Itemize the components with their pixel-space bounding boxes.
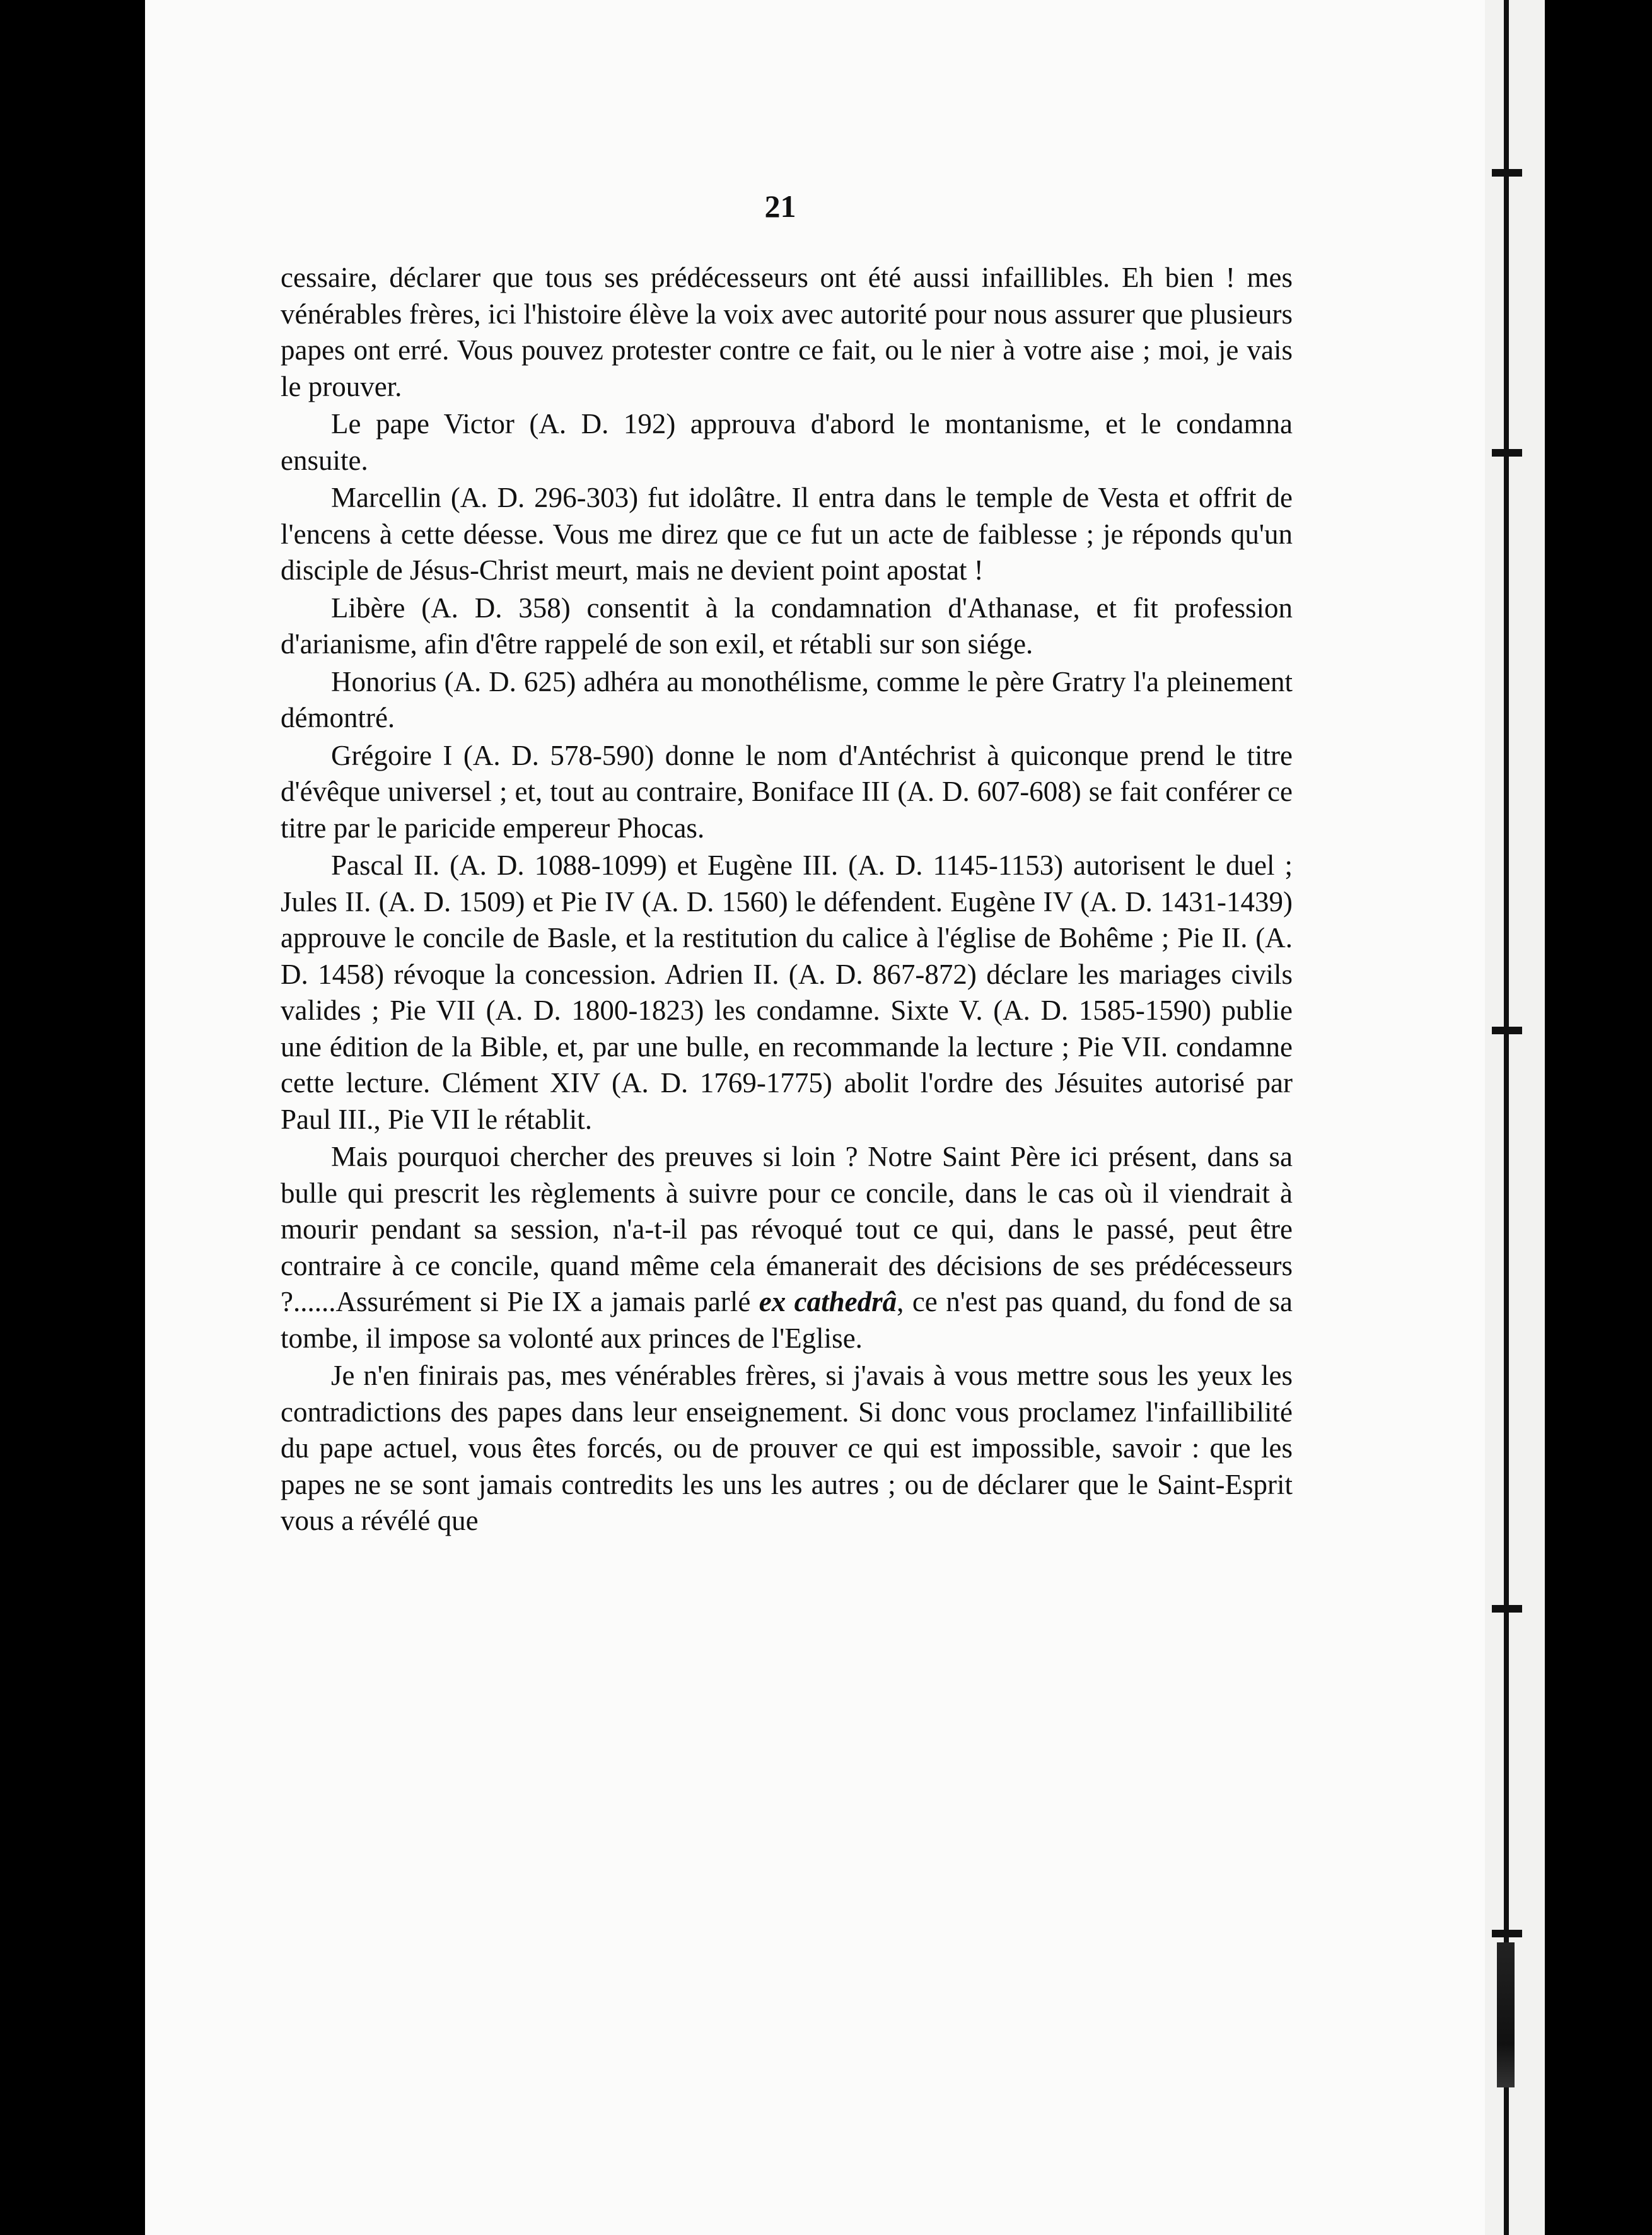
paragraph: Honorius (A. D. 625) adhéra au monothélisme, comme le père Gratry l'a pleinement démontré. (281, 665, 1293, 733)
paragraph: Marcellin (A. D. 296-303) fut idolâtre. Il entra dans le temple de Vesta et offrit de l'encens à cette déesse. Vous me direz que ce fut un acte de faiblesse ; je réponds qu'un disciple de Jésus-Christ meurt, mais ne devient point apostat ! (281, 482, 1293, 586)
paragraph-text: , ce n'est pas quand, du fond de sa tombe, il impose sa volonté aux princes de l'Eglise. (281, 1286, 1293, 1354)
binding-stitch (1492, 1605, 1522, 1613)
paragraph: Le pape Victor (A. D. 192) approuva d'abord le montanisme, et le condamna ensuite. (281, 408, 1293, 476)
binding-stitch (1492, 1930, 1522, 1937)
paragraph-text: Mais pourquoi chercher des preuves si loin ? Notre Saint Père ici présent, dans sa bulle qui prescrit les règlements à suivre pour ce concile, dans le cas où il viendrait à mourir pendant sa session, n'a-t-il pas révoqué tout ce qui, dans le passé, peut être contraire à ce concile, quand même cela émanerait des décisions de ses prédécesseurs ?......Assurément si Pie IX a jamais parlé (281, 1141, 1293, 1317)
paragraph (281, 1139, 1293, 1357)
binding-stitch (1492, 449, 1522, 457)
paragraph: cessaire, déclarer que tous ses prédécesseurs ont été aussi infaillibles. Eh bien ! mes vénérables frères, ici l'histoire élève la voix avec autorité pour nous assurer que plusieurs papes ont erré. Vous pouvez protester contre ce fait, ou le nier à votre aise ; moi, je vais le prouver. (281, 262, 1293, 402)
scan-margin (1545, 0, 1652, 2235)
binding-stitch (1492, 1027, 1522, 1034)
body-text (281, 260, 1293, 1539)
paragraph: Je n'en finirais pas, mes vénérables frères, si j'avais à vous mettre sous les yeux les contradictions des papes dans leur enseignement. Si donc vous proclamez l'infaillibilité du pape actuel, vous êtes forcés, ou de prouver ce qui est impossible, savoir : que les papes ne se sont jamais contredits les uns les autres ; ou de déclarer que le Saint-Esprit vous a révélé que (281, 1360, 1293, 1536)
binding-stitch (1492, 169, 1522, 177)
paragraph: Libère (A. D. 358) consentit à la condamnation d'Athanase, et fit profession d'arianisme, afin d'être rappelé de son exil, et rétabli sur son siége. (281, 592, 1293, 660)
paragraph: Grégoire I (A. D. 578-590) donne le nom d'Antéchrist à quiconque prend le titre d'évêque universel ; et, tout au contraire, Boniface III (A. D. 607-608) se fait conférer ce titre par le paricide empereur Phocas. (281, 739, 1293, 844)
binding-tassel (1497, 1942, 1515, 2087)
page-number: 21 (764, 189, 796, 224)
latin-phrase: ex cathedrâ (759, 1286, 897, 1317)
binding-strip (1485, 0, 1545, 2235)
binding-thread (1504, 0, 1509, 2235)
paragraph: Pascal II. (A. D. 1088-1099) et Eugène III. (A. D. 1145-1153) autorisent le duel ; Jules II. (A. D. 1509) et Pie IV (A. D. 1560) le défendent. Eugène IV (A. D. 1431-1439) approuve le concile de Basle, et la restitution du calice à l'église de Bohême ; Pie II. (A. D. 1458) révoque la concession. Adrien II. (A. D. 867-872) déclare les mariages civils valides ; Pie VII (A. D. 1800-1823) les condamne. Sixte V. (A. D. 1585-1590) publie une édition de la Bible, et, par une bulle, en recommande la lecture ; Pie VII. condamne cette lecture. Clément XIV (A. D. 1769-1775) abolit l'ordre des Jésuites autorisé par Paul III., Pie VII le rétablit. (281, 849, 1293, 1135)
